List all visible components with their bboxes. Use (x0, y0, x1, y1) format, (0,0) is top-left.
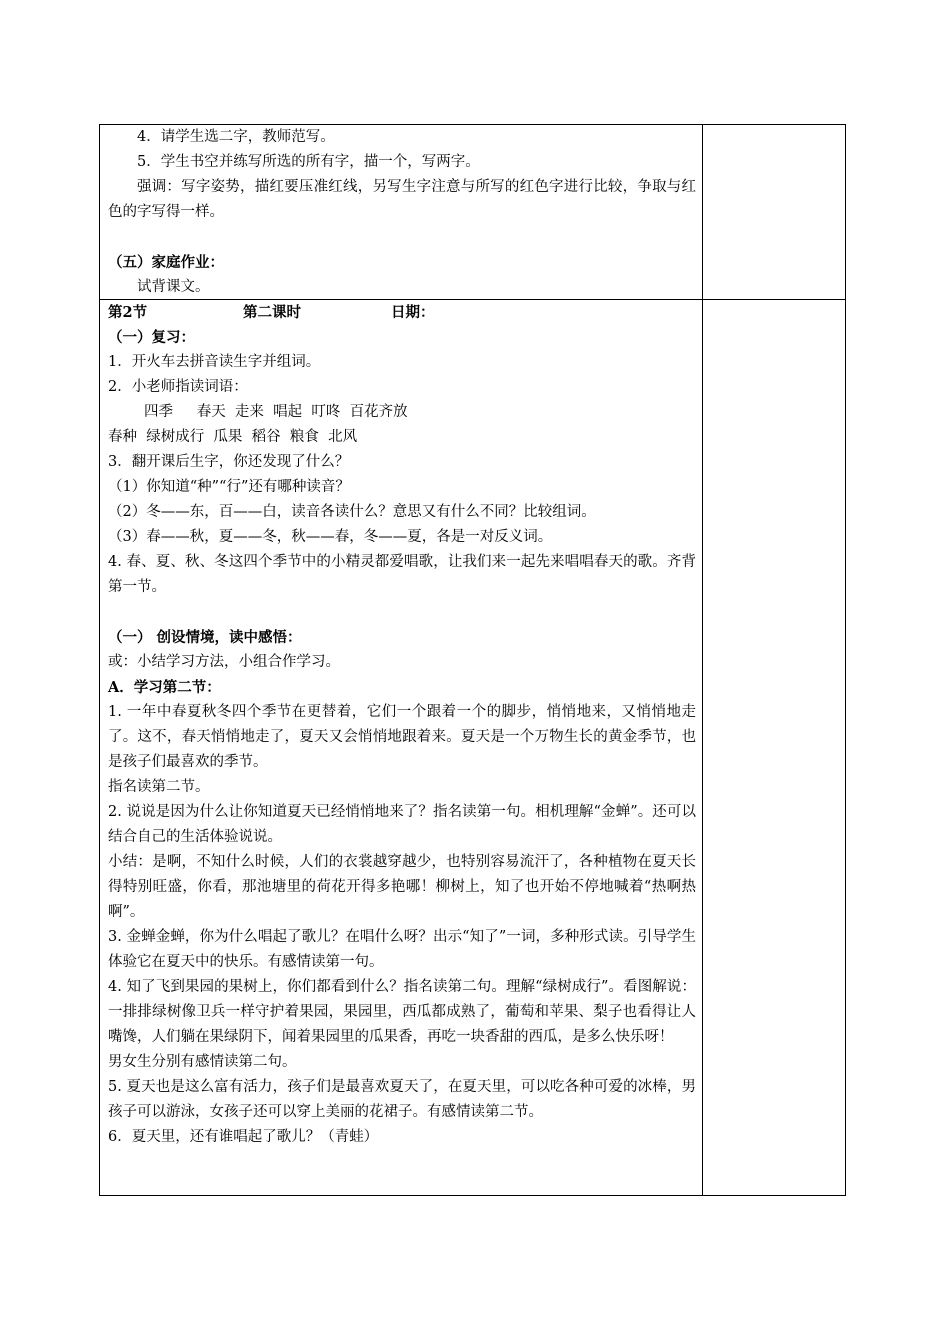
step-4: 4．请学生选二字，教师范写。 (137, 129, 335, 145)
part-a-paragraph: 指名读第二节。 (108, 779, 210, 795)
table-row (100, 300, 846, 1196)
part-a-heading: A．学习第二节： (108, 679, 221, 696)
notes-cell-main (703, 300, 846, 1196)
review-line: （2）冬——东，百——白，读音各读什么？意思又有什么不同？比较组词。 (108, 504, 596, 520)
review-line: （3）春——秋，夏——冬，秋——春，冬——夏，各是一对反义词。 (108, 529, 553, 545)
table-row (100, 125, 846, 300)
emphasis-note: 强调：写字姿势，描红要压准红线，另写生字注意与所写的红色字进行比较，争取与红色的字写得一样。 (108, 179, 696, 220)
part-a-paragraph: 3. 金蝉金蝉，你为什么唱起了歌儿？在唱什么呀？出示“知了”一词，多种形式读。引导学生体验它在夏天中的快乐。有感情读第一句。 (108, 929, 696, 970)
part-a-paragraph: 6．夏天里，还有谁唱起了歌儿？（青蛙） (108, 1129, 379, 1145)
part-a-paragraph: 5. 夏天也是这么富有活力，孩子们是最喜欢夏天了，在夏天里，可以吃各种可爱的冰棒，男孩子可以游泳，女孩子还可以穿上美丽的花裙子。有感情读第二节。 (108, 1079, 696, 1120)
spacer (108, 600, 696, 625)
part-a-paragraph: 2. 说说是因为什么让你知道夏天已经悄悄地来了？指名读第一句。相机理解“金蝉”。还可以结合自己的生活体验说说。 (108, 804, 696, 845)
step-5: 5．学生书空并练写所选的所有字，描一个，写两字。 (137, 154, 480, 170)
part-a-paragraph: 小结：是啊，不知什么时候，人们的衣裳越穿越少，也特别容易流汗了，各种植物在夏天长得特别旺盛，你看，那池塘里的荷花开得多艳哪！柳树上，知了也开始不停地喊着“热啊热啊”。 (108, 854, 696, 920)
word-list: 春种 绿树成行 瓜果 稻谷 粮食 北风 (108, 429, 358, 445)
review-heading: （一）复习： (108, 329, 195, 346)
part-a-paragraph: 男女生分别有感情读第二句。 (108, 1054, 297, 1070)
section-label: 第2节 (108, 304, 148, 321)
part-a-paragraph: 4. 知了飞到果园的果树上，你们都看到什么？指名读第二句。理解“绿树成行”。看图解说：一排排绿树像卫兵一样守护着果园，果园里，西瓜都成熟了，葡萄和苹果、梨子也看得让人嘴馋，人们躺在果绿阴下，闻着果园里的瓜果香，再吃一块香甜的西瓜，是多么快乐呀！ (108, 979, 696, 1045)
situation-heading: （一） 创设情境，读中感悟： (108, 629, 302, 646)
review-line: （1）你知道“种”“行”还有哪种读音？ (108, 479, 350, 495)
content-cell-top (100, 125, 703, 300)
situation-intro: 或：小结学习方法，小组合作学习。 (108, 654, 340, 670)
spacer (108, 225, 696, 250)
date-label: 日期： (391, 304, 435, 321)
homework-text: 试背课文。 (137, 279, 210, 295)
review-line: 1．开火车去拼音读生字并组词。 (108, 354, 321, 370)
notes-cell-top (703, 125, 846, 300)
content-cell-main (100, 300, 703, 1196)
review-line: 4. 春、夏、秋、冬这四个季节中的小精灵都爱唱歌，让我们来一起先来唱唱春天的歌。齐背第一节。 (108, 554, 696, 595)
homework-heading: （五）家庭作业： (108, 254, 224, 271)
lesson-header (108, 300, 696, 325)
part-a-paragraph: 1. 一年中春夏秋冬四个季节在更替着，它们一个跟着一个的脚步，悄悄地来，又悄悄地走了。这不，春天悄悄地走了，夏天又会悄悄地跟着来。夏天是一个万物生长的黄金季节，也是孩子们最喜欢的季节。 (108, 704, 696, 770)
lesson-plan-table (99, 124, 846, 1196)
word-list: 四季 春天 走来 唱起 叮咚 百花齐放 (144, 404, 408, 420)
review-line: 3．翻开课后生字，你还发现了什么？ (108, 454, 350, 470)
review-line: 2．小老师指读词语： (108, 379, 248, 395)
lesson-label: 第二课时 (243, 304, 301, 321)
